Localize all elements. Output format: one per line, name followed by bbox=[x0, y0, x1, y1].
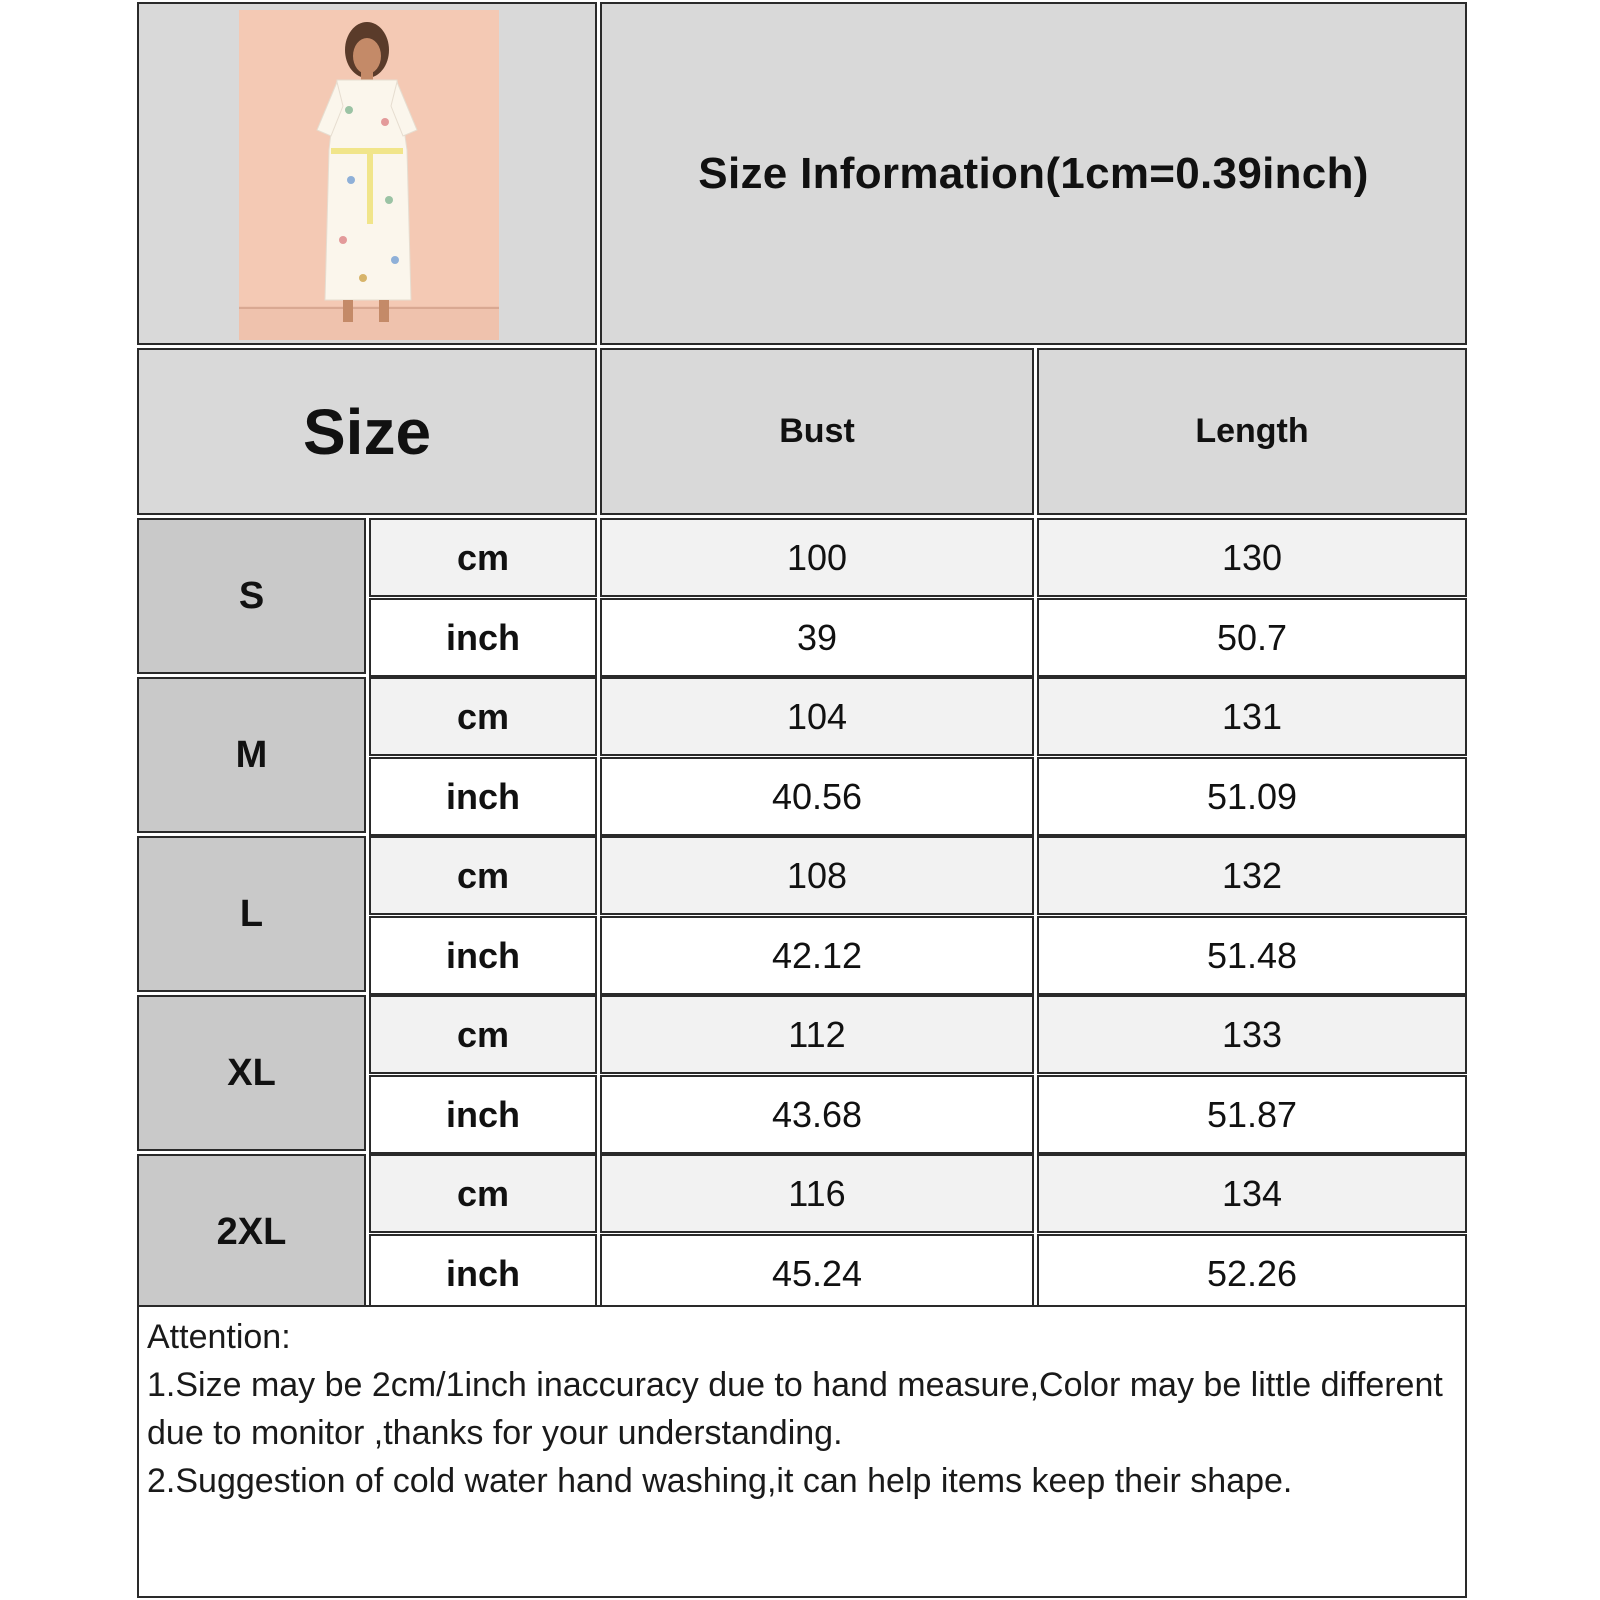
length-value: 50.7 bbox=[1037, 598, 1467, 677]
size-label: 2XL bbox=[137, 1154, 366, 1310]
length-value: 133 bbox=[1037, 995, 1467, 1074]
length-value: 51.09 bbox=[1037, 757, 1467, 836]
bust-value: 40.56 bbox=[600, 757, 1034, 836]
length-value: 130 bbox=[1037, 518, 1467, 597]
title-cell bbox=[600, 2, 1467, 345]
bust-value: 39 bbox=[600, 598, 1034, 677]
length-value: 132 bbox=[1037, 836, 1467, 915]
length-value: 52.26 bbox=[1037, 1234, 1467, 1313]
size-label: XL bbox=[137, 995, 366, 1151]
size-chart bbox=[137, 2, 1467, 1598]
unit-cm: cm bbox=[369, 1154, 597, 1233]
size-label: L bbox=[137, 836, 366, 992]
unit-cm: cm bbox=[369, 836, 597, 915]
bust-value: 43.68 bbox=[600, 1075, 1034, 1154]
attention-notes bbox=[137, 1305, 1467, 1598]
unit-cm: cm bbox=[369, 518, 597, 597]
bust-value: 100 bbox=[600, 518, 1034, 597]
product-photo-cell bbox=[137, 2, 597, 345]
bust-value: 104 bbox=[600, 677, 1034, 756]
bust-value: 108 bbox=[600, 836, 1034, 915]
length-value: 134 bbox=[1037, 1154, 1467, 1233]
unit-inch: inch bbox=[369, 1075, 597, 1154]
notes-heading: Attention: bbox=[147, 1318, 291, 1356]
length-value: 51.48 bbox=[1037, 916, 1467, 995]
unit-inch: inch bbox=[369, 757, 597, 836]
bust-value: 112 bbox=[600, 995, 1034, 1074]
header-length: Length bbox=[1037, 348, 1467, 515]
length-value: 131 bbox=[1037, 677, 1467, 756]
header-bust: Bust bbox=[600, 348, 1034, 515]
size-label: S bbox=[137, 518, 366, 674]
notes-line-2: 2.Suggestion of cold water hand washing,it can help items keep their shape. bbox=[147, 1462, 1293, 1500]
unit-cm: cm bbox=[369, 677, 597, 756]
size-label: M bbox=[137, 677, 366, 833]
unit-inch: inch bbox=[369, 916, 597, 995]
header-size: Size bbox=[137, 348, 597, 515]
product-photo bbox=[239, 10, 499, 340]
bust-value: 116 bbox=[600, 1154, 1034, 1233]
unit-inch: inch bbox=[369, 598, 597, 677]
bust-value: 45.24 bbox=[600, 1234, 1034, 1313]
unit-inch: inch bbox=[369, 1234, 597, 1313]
notes-line-1: 1.Size may be 2cm/1inch inaccuracy due to hand measure,Color may be little different due to monitor ,thanks for your understanding. bbox=[147, 1366, 1443, 1452]
chart-title: Size Information(1cm=0.39inch) bbox=[698, 148, 1369, 198]
length-value: 51.87 bbox=[1037, 1075, 1467, 1154]
unit-cm: cm bbox=[369, 995, 597, 1074]
bust-value: 42.12 bbox=[600, 916, 1034, 995]
